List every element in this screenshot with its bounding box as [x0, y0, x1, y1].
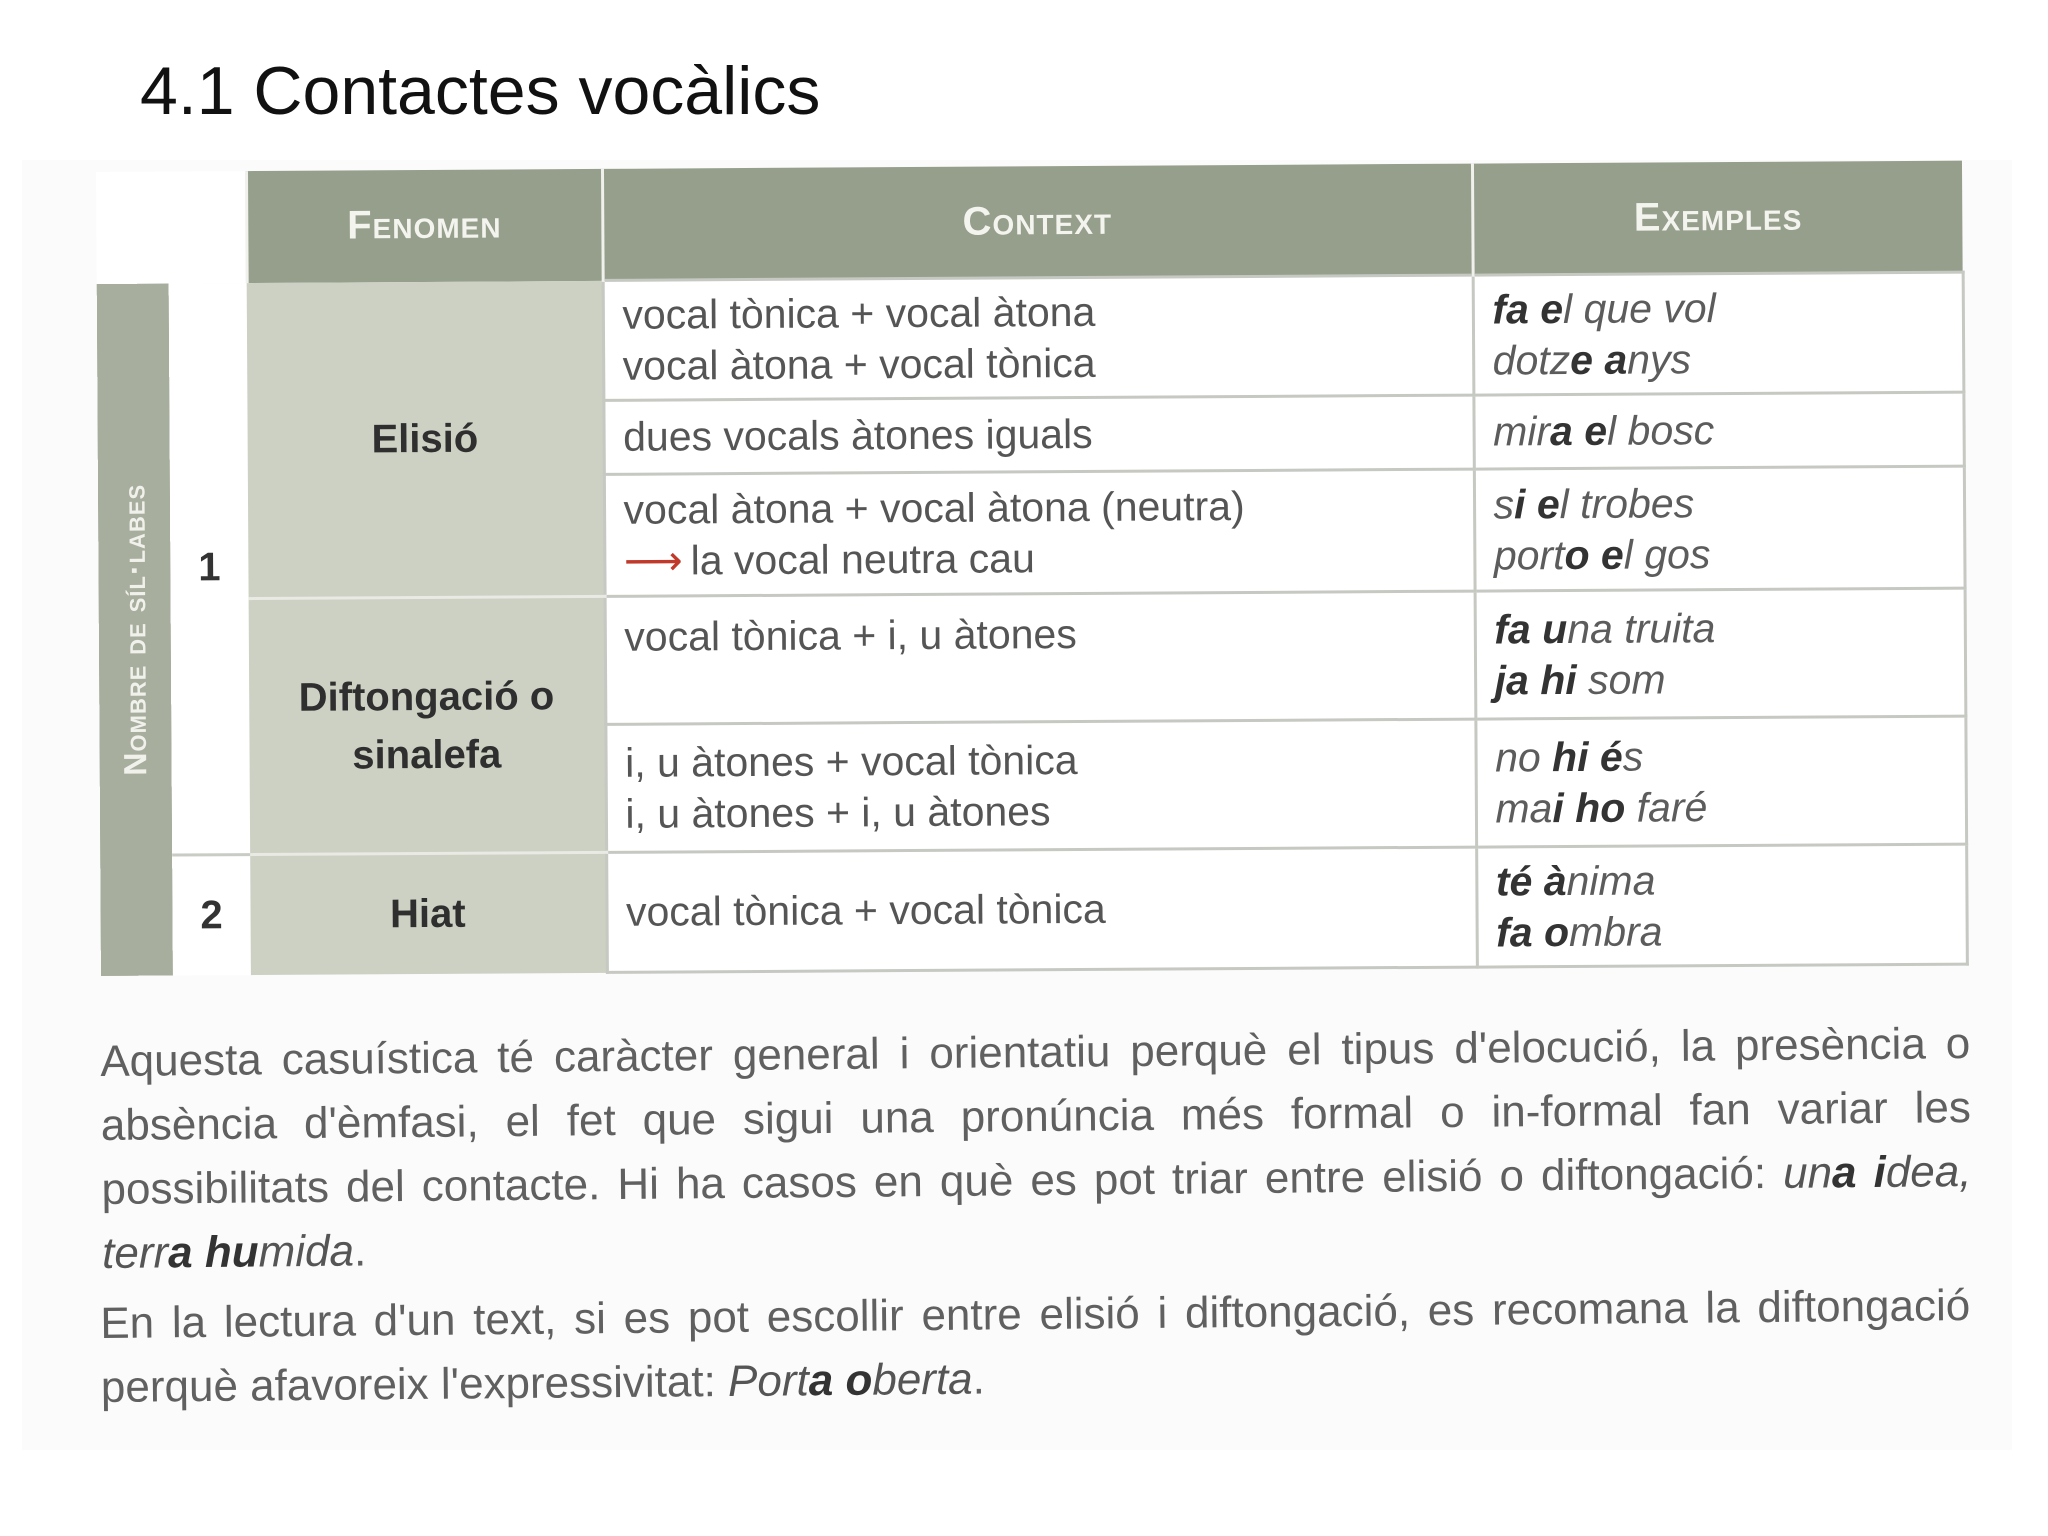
example-text: mida — [258, 1226, 355, 1277]
context-cell — [606, 847, 1477, 972]
context-line — [623, 407, 1454, 462]
table-header-row — [96, 161, 1963, 284]
emphasized-vowel: fa — [1496, 908, 1533, 955]
emphasized-vowel: i — [1552, 784, 1564, 831]
side-label: Nombre de síl·labes — [97, 283, 173, 975]
emphasized-vowel: ja — [1494, 656, 1529, 703]
example-line — [1493, 404, 1944, 457]
syllable-count-2: 2 — [172, 855, 251, 975]
paragraph-end: . — [972, 1354, 986, 1404]
context-line — [624, 530, 1455, 585]
example-text: dotz — [1492, 336, 1571, 383]
example-cell — [1476, 844, 1967, 967]
example-text: no — [1494, 734, 1553, 781]
example-text: port — [1493, 531, 1565, 578]
context-text: la vocal neutra cau — [690, 534, 1035, 583]
context-line — [625, 783, 1456, 838]
emphasized-vowel: a — [808, 1355, 834, 1406]
example-text — [1525, 482, 1537, 528]
emphasized-vowel: e — [1536, 481, 1560, 528]
emphasized-vowel: e — [1570, 336, 1594, 383]
context-text: vocal àtona + vocal tònica — [622, 339, 1096, 389]
phenomenon-diftongacio — [249, 596, 607, 854]
example-line — [1495, 780, 1946, 833]
example-cell — [1475, 716, 1966, 847]
context-text: vocal tònica + vocal tònica — [625, 886, 1106, 936]
example-text: mir — [1492, 408, 1551, 455]
emphasized-vowel: à — [1543, 858, 1567, 905]
emphasized-vowel: hi — [1540, 656, 1577, 703]
context-line — [624, 607, 1455, 662]
emphasized-vowel: a — [1604, 336, 1628, 383]
header-exemples: Exemples — [1472, 161, 1963, 275]
emphasized-vowel: hu — [204, 1227, 259, 1278]
table-row — [99, 588, 1966, 727]
example-text: s — [1622, 734, 1644, 781]
example-text: na truita — [1567, 605, 1716, 653]
example-text — [192, 1228, 205, 1277]
example-line — [1493, 332, 1944, 385]
emphasized-vowel: o — [1564, 531, 1590, 578]
example-text: un — [1782, 1148, 1833, 1198]
context-line — [625, 733, 1456, 788]
example-text: berta — [872, 1354, 973, 1405]
emphasized-vowel: o — [1543, 908, 1570, 955]
emphasized-vowel: e — [1584, 408, 1608, 455]
example-text: som — [1576, 655, 1666, 703]
example-text — [833, 1356, 846, 1405]
example-cell — [1473, 272, 1964, 395]
table-row — [97, 272, 1964, 403]
paragraph-text: En la lectura d'un text, si es pot escollir entre elisió i diftongació, es recomana la diftongació perquè afavoreix l'expressivitat: — [100, 1281, 1971, 1412]
example-cell — [1473, 392, 1963, 469]
example-text: l bosc — [1606, 407, 1715, 455]
example-text — [1532, 859, 1544, 905]
emphasized-vowel: o — [845, 1355, 873, 1405]
example-cell — [1475, 588, 1966, 719]
context-cell — [605, 719, 1476, 852]
example-text — [1564, 784, 1576, 830]
example-text: mbra — [1568, 907, 1663, 955]
phenomenon-hiat: Hiat — [250, 852, 607, 974]
phenomenon-diftongacio-line2: sinalefa — [352, 732, 502, 777]
paragraph-text: Aquesta casuística té caràcter general i orientatiu perquè el tipus d'elocució, la presència o absència d'èmfasi, el fet que sigui una pronúncia més formal o in-formal fan variar les possibilitats del contacte. Hi ha casos en què es pot triar entre elisió o diftongació: — [100, 1019, 1972, 1214]
example-line — [1492, 282, 1943, 335]
context-cell — [603, 395, 1473, 474]
paragraph-example — [728, 1355, 973, 1406]
phenomenon-diftongacio-line1: Diftongació o — [298, 673, 555, 720]
syllable-count-1: 1 — [169, 283, 250, 855]
example-text: l trobes — [1559, 480, 1695, 528]
emphasized-vowel: é — [1599, 734, 1623, 781]
emphasized-vowel: e — [1540, 286, 1564, 333]
header-context: Context — [602, 164, 1473, 281]
example-text: faré — [1625, 783, 1708, 831]
table-row — [100, 844, 1967, 975]
context-line — [622, 285, 1453, 340]
example-text — [1856, 1148, 1874, 1197]
example-text — [1532, 909, 1544, 955]
emphasized-vowel: fa — [1492, 286, 1529, 333]
emphasized-vowel: té — [1495, 858, 1533, 905]
example-text: l gos — [1623, 530, 1711, 578]
example-text — [1531, 607, 1543, 653]
example-text: nima — [1566, 857, 1656, 905]
emphasized-vowel: ho — [1575, 784, 1626, 831]
example-cell — [1474, 466, 1965, 591]
emphasized-vowel: e — [1600, 531, 1624, 578]
context-text: i, u àtones + i, u àtones — [625, 787, 1051, 837]
header-fenomen: Fenomen — [246, 169, 603, 283]
example-line — [1493, 477, 1944, 530]
context-text: i, u àtones + vocal tònica — [624, 737, 1078, 787]
emphasized-vowel: a — [1831, 1148, 1857, 1198]
emphasized-vowel: u — [1542, 606, 1568, 653]
context-text: dues vocals àtones iguals — [622, 411, 1093, 461]
example-text: dea, terr — [101, 1147, 1972, 1278]
emphasized-vowel: fa — [1494, 606, 1531, 653]
emphasized-vowel: hi — [1551, 734, 1589, 781]
context-text: vocal àtona + vocal àtona (neutra) — [623, 483, 1245, 534]
emphasized-vowel: i — [1513, 481, 1526, 528]
context-cell — [605, 591, 1476, 724]
context-line — [623, 335, 1454, 390]
example-text: nys — [1627, 335, 1692, 383]
emphasized-vowel: i — [1873, 1147, 1887, 1197]
example-text: s — [1493, 481, 1515, 528]
example-text — [1588, 734, 1600, 780]
arrow-icon: ⟶ — [623, 536, 683, 584]
example-text — [1529, 287, 1541, 333]
context-line — [623, 480, 1454, 535]
vowel-contact-table — [96, 161, 1968, 977]
context-cell — [604, 469, 1475, 596]
example-line — [1494, 527, 1945, 580]
example-text — [1589, 531, 1601, 577]
context-text: vocal tònica + i, u àtones — [624, 611, 1077, 660]
example-text: l que vol — [1562, 285, 1716, 333]
emphasized-vowel: a — [1549, 408, 1573, 455]
page-title: 4.1 Contactes vocàlics — [140, 53, 821, 129]
example-line — [1496, 854, 1947, 907]
emphasized-vowel: a — [167, 1228, 193, 1278]
context-cell — [603, 275, 1474, 400]
example-text: Port — [727, 1356, 809, 1406]
example-line — [1494, 652, 1945, 705]
example-line — [1495, 730, 1946, 783]
example-text — [1593, 336, 1605, 382]
example-text — [1573, 408, 1585, 454]
recommendation-paragraph — [100, 1274, 1971, 1420]
paragraph-end: . — [353, 1226, 367, 1276]
example-line — [1496, 904, 1947, 957]
example-text: ma — [1495, 784, 1553, 831]
explanation-paragraph — [100, 1012, 1972, 1286]
context-line — [626, 882, 1457, 937]
example-line — [1494, 602, 1945, 655]
example-text — [1529, 657, 1541, 703]
context-text: vocal tònica + vocal àtona — [622, 289, 1096, 339]
phenomenon-elisio: Elisió — [247, 280, 605, 598]
